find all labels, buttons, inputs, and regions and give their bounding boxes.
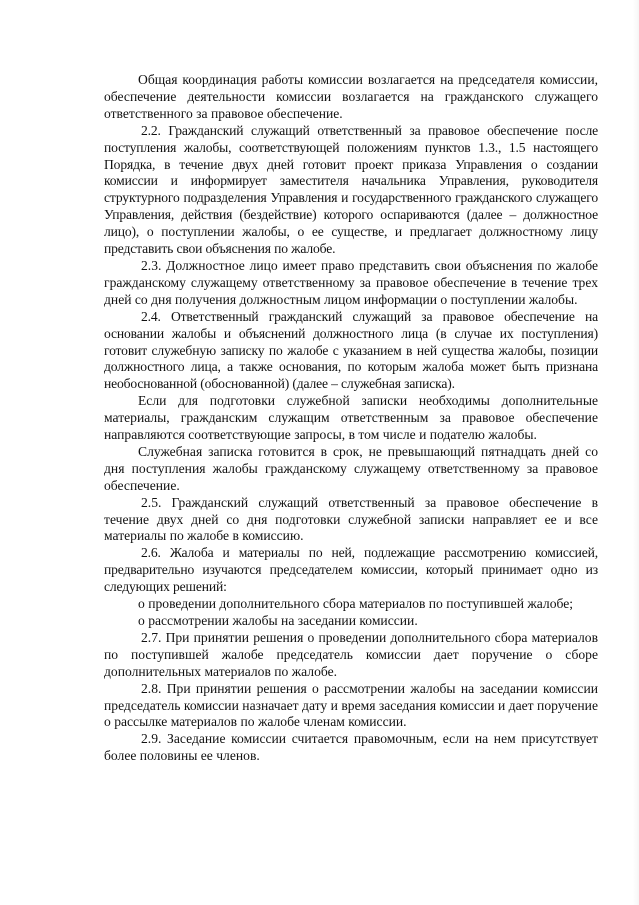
paragraph-memo-deadline: Служебная записка готовится в срок, не превышающий пятнадцать дней со дня поступления жалобы гражданскому служащему ответственному за правовое обеспечение. (104, 443, 598, 493)
scan-edge-shadow (633, 0, 639, 905)
paragraph-2-9: 2.9. Заседание комиссии считается правомочным, если на нем присутствует более половины ее членов. (104, 731, 598, 764)
list-item-additional-collection: о проведении дополнительного сбора материалов по поступившей жалобе; (138, 596, 574, 612)
paragraph-2-7: 2.7. При принятии решения о проведении дополнительного сбора материалов по поступившей жалобе председатель комиссии дает поручение о сборе дополнительных материалов по жалобе. (104, 629, 598, 679)
paragraph-2-5: 2.5. Гражданский служащий ответственный за правовое обеспечение в течение двух дней со дня подготовки служебной записки направляет ее и все материалы по жалобе в комиссию. (104, 494, 598, 544)
document-body (104, 72, 598, 765)
paragraph-general-coordination: Общая координация работы комиссии возлагается на председателя комиссии, обеспечение деятельности комиссии возлагается на гражданского служащего ответственного за правовое обеспечение. (104, 72, 598, 121)
paragraph-2-4: 2.4. Ответственный гражданский служащий за правовое обеспечение на основании жалобы и объяснений должностного лица (в случае их поступления) готовит служебную записку по жалобе с указанием в ней существа жалобы, позиции должностного лица, а также основания, по которым жалоба может быть признана необоснованной (обоснованной) (далее – служебная записка). (104, 308, 598, 392)
paragraph-2-8: 2.8. При принятии решения о рассмотрении жалобы на заседании комиссии председатель комиссии назначает дату и время заседания комиссии и дает поручение о рассылке материалов по жалобе членам комиссии. (104, 680, 598, 730)
list-item-commission-review: о рассмотрении жалобы на заседании комиссии. (138, 613, 418, 628)
paragraph-2-3: 2.3. Должностное лицо имеет право представить свои объяснения по жалобе гражданскому служащему ответственному за правовое обеспечение в течение трех дней со дня получения должностным лицом информации о поступлении жалобы. (104, 257, 598, 307)
paragraph-additional-materials: Если для подготовки служебной записки необходимы дополнительные материалы, гражданским служащим ответственным за правовое обеспечение направляются соответствующие запросы, в том числе и подателю жалобы. (104, 393, 598, 443)
paragraph-2-6: 2.6. Жалоба и материалы по ней, подлежащие рассмотрению комиссией, предварительно изучаются председателем комиссии, который принимает одно из следующих решений: (104, 545, 598, 595)
paragraph-2-2: 2.2. Гражданский служащий ответственный за правовое обеспечение после поступления жалобы, соответствующей положениям пунктов 1.3., 1.5 настоящего Порядка, в течение двух дней готовит проект приказа Управления о создании комиссии и информирует заместителя начальника Управления, руководителя структурного подразделения Управления и государственного гражданского служащего Управления, действия (бездействие) которого оспариваются (далее – должностное лицо), о поступлении жалобы, о ее существе, и предлагает должностному лицу представить свои объяснения по жалобе. (104, 122, 598, 257)
